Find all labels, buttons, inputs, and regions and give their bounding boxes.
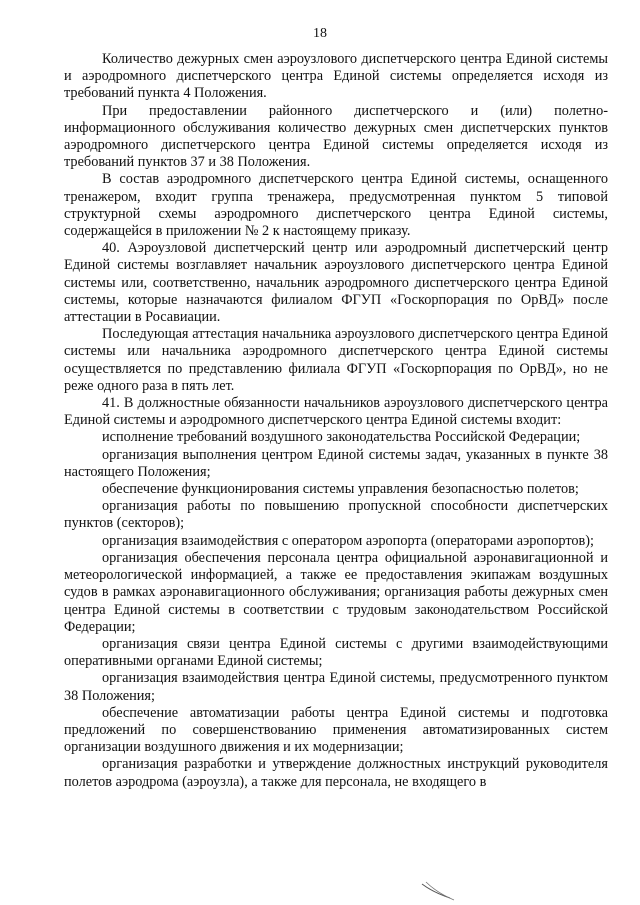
list-item: организация связи центра Единой системы с другими взаимодействующими оперативными органами Единой системы; xyxy=(64,635,608,670)
list-item: организация разработки и утверждение должностных инструкций руководителя полетов аэродрома (аэроузла), а также для персонала, не входящего в xyxy=(64,756,608,790)
list-item: обеспечение функционирования системы управления безопасностью полетов; xyxy=(102,481,579,498)
list-item: организация работы по повышению пропускной способности диспетчерских пунктов (секторов); xyxy=(64,498,608,532)
document-body xyxy=(64,51,608,791)
pen-mark xyxy=(420,880,460,902)
paragraph: 40. Аэроузловой диспетчерский центр или аэродромный диспетчерский центр Единой системы возглавляет начальник аэроузлового диспетчерского центра Единой системы или, соответственно, начальник аэродромного диспетчерского центра Единой системы, которые назначаются филиалом ФГУП «Госкорпорация по ОрВД» после аттестации в Росавиации. xyxy=(64,240,608,326)
paragraph: Последующая аттестация начальника аэроузлового диспетчерского центра Единой системы или начальника аэродромного диспетчерского центра Единой системы осуществляется по представлению филиала ФГУП «Госкорпорация по ОрВД», но не реже одного раза в пять лет. xyxy=(64,326,608,394)
paragraph: В состав аэродромного диспетчерского центра Единой системы, оснащенного тренажером, входит группа тренажера, предусмотренная пунктом 5 типовой структурной схемы аэродромного диспетчерского центра Единой системы, содержащейся в приложении № 2 к настоящему приказу. xyxy=(64,171,608,240)
paragraph: 41. В должностные обязанности начальников аэроузлового диспетчерского центра Единой системы и аэродромного диспетчерского центра Единой системы входит: xyxy=(64,395,608,429)
page-number: 18 xyxy=(313,26,327,41)
list-item: исполнение требований воздушного законодательства Российской Федерации; xyxy=(102,429,581,446)
list-item: организация взаимодействия с оператором аэропорта (операторами аэропортов); xyxy=(102,532,595,549)
list-item: организация выполнения центром Единой системы задач, указанных в пункте 38 настоящего Положения; xyxy=(64,446,608,480)
paragraph: Количество дежурных смен аэроузлового диспетчерского центра Единой системы и аэродромного диспетчерского центра Единой системы определяется исходя из требований пункта 4 Положения. xyxy=(64,51,608,102)
paragraph: При предоставлении районного диспетчерского и (или) полетно-информационного обслуживания количество дежурных смен диспетчерских пунктов аэродромного диспетчерского центра Единой системы определяется исходя из требований пунктов 37 и 38 Положения. xyxy=(64,102,608,171)
list-item: организация обеспечения персонала центра официальной аэронавигационной и метеорологической информацией, а также ее предоставления экипажам воздушных судов в рамках аэронавигационного обслуживания; организация работы дежурных смен центра Единой системы в соответствии с трудовым законодательством Российской Федерации; xyxy=(64,549,608,635)
list-item: организация взаимодействия центра Единой системы, предусмотренного пунктом 38 Положения; xyxy=(64,670,608,704)
list-item: обеспечение автоматизации работы центра Единой системы и подготовка предложений по совершенствованию применения автоматизированных систем организации воздушного движения и их модернизации; xyxy=(64,704,608,756)
